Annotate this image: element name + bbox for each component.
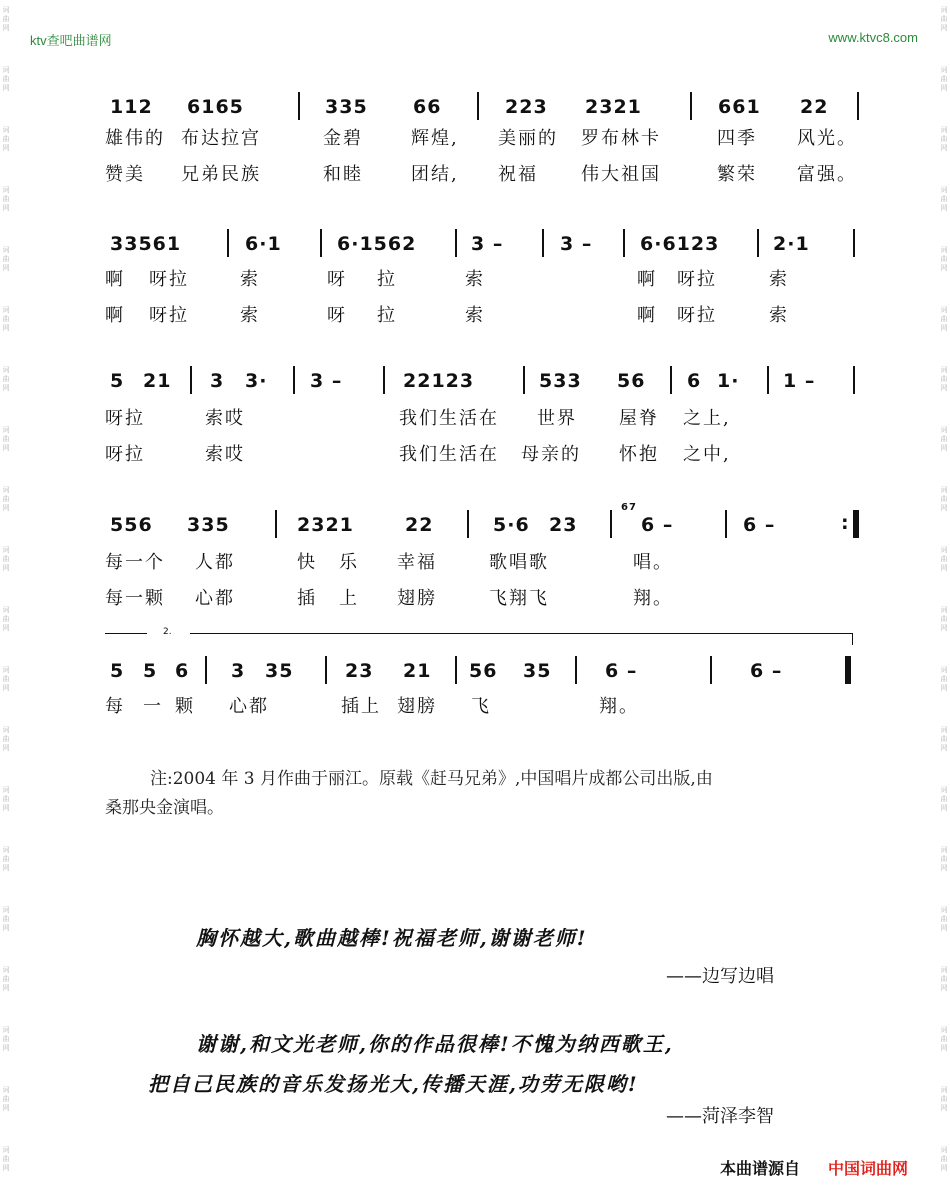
lyric: 歌唱歌 — [489, 552, 549, 573]
lyric: 索哎 — [205, 444, 245, 465]
lyric: 罗布林卡 — [581, 128, 661, 149]
notes: 56 — [469, 660, 498, 682]
watermark-text: 词 曲 网 — [2, 846, 10, 872]
notes: 3· — [245, 370, 268, 392]
notes: 6 — [687, 370, 702, 392]
notes: 6·1 — [245, 233, 282, 255]
notes: 1· — [717, 370, 740, 392]
watermark-text: 词 曲 网 — [940, 546, 948, 572]
watermark-text: 词 曲 网 — [940, 246, 948, 272]
lyric: 翅膀 — [397, 696, 437, 717]
notes: 6 – — [605, 660, 638, 682]
watermark-text: 词 曲 网 — [940, 1086, 948, 1112]
lyric: 索 — [240, 269, 260, 290]
lyric: 美丽的 — [498, 128, 558, 149]
lyric: 呀 — [327, 269, 347, 290]
lyric: 怀抱 — [619, 444, 659, 465]
lyric: 索 — [769, 305, 789, 326]
lyric: 雄伟的 — [105, 128, 165, 149]
lyric: 飞翔飞 — [489, 588, 549, 609]
lyric: 心都 — [229, 696, 269, 717]
message-2-line-2: 把自己民族的音乐发扬光大,传播天涯,功劳无限哟! — [148, 1072, 639, 1096]
footer-source-label: 本曲谱源自 — [720, 1159, 801, 1178]
notes: 33561 — [110, 233, 182, 255]
lyric: 金碧 — [323, 128, 363, 149]
watermark-text: 词 曲 网 — [2, 666, 10, 692]
watermark-text: 词 曲 网 — [940, 366, 948, 392]
watermark-text: 词 曲 网 — [940, 1026, 948, 1052]
lyric: 啊 — [105, 305, 125, 326]
lyric: 母亲的 — [521, 444, 581, 465]
lyric: 呀拉 — [677, 305, 717, 326]
note-line-2: 桑那央金演唱。 — [105, 798, 224, 818]
lyric: 幸福 — [397, 552, 437, 573]
watermark-text: 词 曲 网 — [2, 186, 10, 212]
lyric: 颗 — [175, 696, 195, 717]
lyric: 祝福 — [498, 164, 538, 185]
lyric: 呀拉 — [149, 269, 189, 290]
footer-site-link[interactable]: 中国词曲网 — [828, 1159, 909, 1178]
watermark-text: 词 曲 网 — [940, 426, 948, 452]
notes: 35 — [523, 660, 552, 682]
notes: 23 — [549, 514, 578, 536]
lyric: 赞美 — [105, 164, 145, 185]
lyric: 每一个 — [105, 552, 165, 573]
lyric: 之中, — [683, 444, 731, 465]
watermark-text: 词 曲 网 — [940, 606, 948, 632]
lyric: 心都 — [195, 588, 235, 609]
watermark-text: 词 曲 网 — [2, 1026, 10, 1052]
watermark-text: 词 曲 网 — [940, 786, 948, 812]
notes: 556 — [110, 514, 153, 536]
lyric: 插上 — [341, 696, 381, 717]
notes: 6·1562 — [337, 233, 417, 255]
message-1-signature: ——边写边唱 — [666, 966, 774, 987]
note-line-1: 注:2004 年 3 月作曲于丽江。原载《赶马兄弟》,中国唱片成都公司出版,由 — [150, 769, 713, 789]
watermark-text: 词 曲 网 — [940, 1146, 948, 1172]
lyric: 索 — [465, 269, 485, 290]
notes: 3 – — [471, 233, 504, 255]
lyric: 拉 — [377, 305, 397, 326]
lyric: 翔。 — [599, 696, 639, 717]
watermark-text: 词 曲 网 — [2, 1086, 10, 1112]
notes: 35 — [265, 660, 294, 682]
watermark-text: 词 曲 网 — [2, 126, 10, 152]
grace-notes: 67 — [621, 502, 637, 513]
watermark-text: 词 曲 网 — [2, 906, 10, 932]
lyric: 索哎 — [205, 408, 245, 429]
lyric: 呀 — [327, 305, 347, 326]
lyric: 索 — [240, 305, 260, 326]
notes: 5·6 — [493, 514, 530, 536]
lyric: 插 — [297, 588, 317, 609]
notes: 22 — [405, 514, 434, 536]
message-2-line-1: 谢谢,和文光老师,你的作品很棒!不愧为纳西歌王, — [196, 1032, 674, 1056]
notes: 6 — [175, 660, 190, 682]
notes: 3 — [210, 370, 225, 392]
notes: 533 — [539, 370, 582, 392]
notes: 2·1 — [773, 233, 810, 255]
watermark-text: 词 曲 网 — [2, 306, 10, 332]
notes: 2321 — [585, 96, 642, 118]
watermark-text: 词 曲 网 — [940, 306, 948, 332]
lyric: 辉煌, — [411, 128, 459, 149]
watermark-text: 词 曲 网 — [2, 366, 10, 392]
lyric: 风光。 — [797, 128, 857, 149]
watermark-text: 词 曲 网 — [940, 726, 948, 752]
lyric: 布达拉宫 — [181, 128, 261, 149]
lyric: 每一颗 — [105, 588, 165, 609]
notes: 223 — [505, 96, 548, 118]
notes: 335 — [325, 96, 368, 118]
watermark-text: 词 曲 网 — [940, 66, 948, 92]
message-2-signature: ——菏泽李智 — [666, 1106, 774, 1127]
lyric: 啊 — [637, 269, 657, 290]
watermark-text: 词 曲 网 — [2, 1146, 10, 1172]
notes: 5 — [110, 370, 125, 392]
notes: 6 – — [750, 660, 783, 682]
lyric: 世界 — [537, 408, 577, 429]
watermark-text: 词 曲 网 — [940, 966, 948, 992]
lyric: 啊 — [105, 269, 125, 290]
notes: 3 — [231, 660, 246, 682]
lyric: 乐 — [339, 552, 359, 573]
lyric: 呀拉 — [105, 444, 145, 465]
lyric: 团结, — [411, 164, 459, 185]
lyric: 四季 — [717, 128, 757, 149]
notes: 56 — [617, 370, 646, 392]
notes: 66 — [413, 96, 442, 118]
lyric: 呀拉 — [677, 269, 717, 290]
watermark-text: 词 曲 网 — [940, 126, 948, 152]
notes: 6 – — [641, 514, 674, 536]
lyric: 上 — [339, 588, 359, 609]
notes: 21 — [143, 370, 172, 392]
watermark-text: 词 曲 网 — [2, 486, 10, 512]
notes: 5 — [110, 660, 125, 682]
lyric: 飞 — [471, 696, 491, 717]
lyric: 之上, — [683, 408, 731, 429]
lyric: 我们生活在 — [399, 408, 499, 429]
notes: 6165 — [187, 96, 244, 118]
notes: 21 — [403, 660, 432, 682]
header-site-name: ktv查吧曲谱网 — [30, 33, 112, 48]
lyric: 唱。 — [633, 552, 673, 573]
notes: 23 — [345, 660, 374, 682]
notes: 22 — [800, 96, 829, 118]
watermark-text: 词 曲 网 — [940, 906, 948, 932]
watermark-text: 词 曲 网 — [940, 666, 948, 692]
watermark-text: 词 曲 网 — [2, 786, 10, 812]
lyric: 翅膀 — [397, 588, 437, 609]
lyric: 索 — [465, 305, 485, 326]
notes: 6·6123 — [640, 233, 720, 255]
notes: 2321 — [297, 514, 354, 536]
lyric: 每 — [105, 696, 125, 717]
notes: 3 – — [310, 370, 343, 392]
second-ending-bracket — [105, 628, 855, 642]
notes: 6 – — [743, 514, 776, 536]
message-1-text: 胸怀越大,歌曲越棒!祝福老师,谢谢老师! — [196, 926, 588, 950]
watermark-text: 词 曲 网 — [940, 846, 948, 872]
left-watermark-strip — [0, 0, 12, 1204]
lyric: 繁荣 — [717, 164, 757, 185]
watermark-text: 词 曲 网 — [2, 66, 10, 92]
watermark-text: 词 曲 网 — [2, 6, 10, 32]
watermark-text: 词 曲 网 — [2, 546, 10, 572]
volta-number: 2. — [163, 627, 172, 637]
watermark-text: 词 曲 网 — [2, 606, 10, 632]
notes: 335 — [187, 514, 230, 536]
right-watermark-strip — [938, 0, 950, 1204]
watermark-text: 词 曲 网 — [940, 6, 948, 32]
lyric: 呀拉 — [149, 305, 189, 326]
lyric: 伟大祖国 — [581, 164, 661, 185]
lyric: 索 — [769, 269, 789, 290]
lyric: 富强。 — [797, 164, 857, 185]
lyric: 拉 — [377, 269, 397, 290]
lyric: 屋脊 — [619, 408, 659, 429]
lyric: 啊 — [637, 305, 657, 326]
watermark-text: 词 曲 网 — [2, 426, 10, 452]
lyric: 一 — [143, 696, 163, 717]
watermark-text: 词 曲 网 — [940, 186, 948, 212]
lyric: 快 — [297, 552, 317, 573]
watermark-text: 词 曲 网 — [2, 966, 10, 992]
notes: 3 – — [560, 233, 593, 255]
notes: 5 — [143, 660, 158, 682]
composition-note — [105, 765, 870, 823]
lyric: 人都 — [195, 552, 235, 573]
watermark-text: 词 曲 网 — [940, 486, 948, 512]
lyric: 和睦 — [323, 164, 363, 185]
notes: 22123 — [403, 370, 475, 392]
notes: 112 — [110, 96, 153, 118]
repeat-dots: : — [841, 512, 850, 534]
header-site-url[interactable]: www.ktvc8.com — [828, 30, 918, 45]
lyric: 兄弟民族 — [181, 164, 261, 185]
lyric: 呀拉 — [105, 408, 145, 429]
notes: 1 – — [783, 370, 816, 392]
notes: 661 — [718, 96, 761, 118]
lyric: 我们生活在 — [399, 444, 499, 465]
watermark-text: 词 曲 网 — [2, 726, 10, 752]
lyric: 翔。 — [633, 588, 673, 609]
watermark-text: 词 曲 网 — [2, 246, 10, 272]
